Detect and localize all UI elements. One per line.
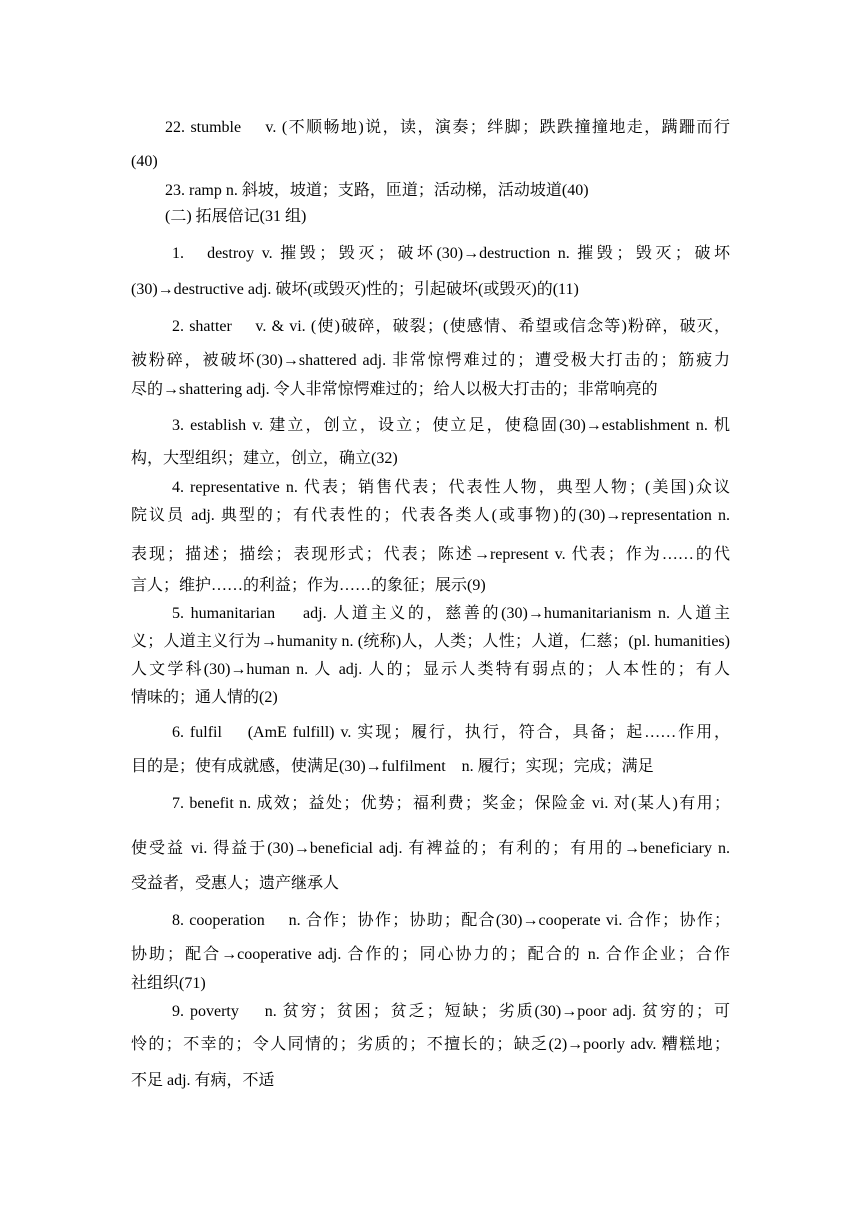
entry-9-line-2: 怜的；不幸的；令人同情的；劣质的；不擅长的；缺乏(2)→poorly adv. 糟糕地； <box>131 1036 730 1053</box>
entry-5-line-2: 义；人道主义行为→humanity n. (统称)人，人类；人性；人道，仁慈；(pl. humanities) <box>131 633 730 650</box>
entry-9-line-1: 9. poverty n. 贫穷；贫困；贫乏；短缺；劣质(30)→poor adj. 贫穷的；可 <box>172 1003 730 1020</box>
entry-7-line-2: 使受益 vi. 得益于(30)→beneficial adj. 有裨益的；有利的；有用的→beneficiary n. <box>131 840 730 857</box>
entry-6-line-1: 6. fulfil (AmE fulfill) v. 实现；履行，执行，符合，具备；起……作用， <box>172 724 730 741</box>
entry-22-line-2: (40) <box>131 153 158 170</box>
entry-4-line-4: 言人；维护……的利益；作为……的象征；展示(9) <box>131 577 486 594</box>
entry-2-line-3: 尽的→shattering adj. 令人非常惊愕难过的；给人以极大打击的；非常响亮的 <box>131 381 658 398</box>
entry-9-line-3: 不足 adj. 有病，不适 <box>131 1072 275 1089</box>
entry-5-line-1: 5. humanitarian adj. 人道主义的，慈善的(30)→humanitarianism n. 人道主 <box>172 605 730 622</box>
entry-2-line-2: 被粉碎，被破坏(30)→shattered adj. 非常惊愕难过的；遭受极大打击的；筋疲力 <box>131 352 730 369</box>
entry-8-line-1: 8. cooperation n. 合作；协作；协助；配合(30)→cooperate vi. 合作；协作； <box>172 912 730 929</box>
entry-1-line-1: 1. destroy v. 摧毁；毁灭；破坏(30)→destruction n. 摧毁；毁灭；破坏 <box>172 245 730 262</box>
entry-23-line-1: 23. ramp n. 斜坡，坡道；支路，匝道；活动梯，活动坡道(40) <box>165 182 589 199</box>
entry-2-line-1: 2. shatter v. & vi. (使)破碎，破裂；(使感情、希望或信念等)粉碎，破灭， <box>172 318 730 335</box>
entry-8-line-2: 协助；配合→cooperative adj. 合作的；同心协力的；配合的 n. 合作企业；合作 <box>131 946 730 963</box>
entry-4-line-3: 表现；描述；描绘；表现形式；代表；陈述→represent v. 代表；作为……的代 <box>131 546 730 563</box>
entry-22-line-1: 22. stumble v. (不顺畅地)说，读，演奏；绊脚；跌跌撞撞地走，蹒跚而行 <box>165 119 730 136</box>
entry-1-line-2: (30)→destructive adj. 破坏(或毁灭)性的；引起破坏(或毁灭)的(11) <box>131 281 579 298</box>
entry-6-line-2: 目的是；使有成就感，使满足(30)→fulfilment n. 履行；实现；完成；满足 <box>131 758 654 775</box>
entry-4-line-1: 4. representative n. 代表；销售代表；代表性人物，典型人物；(美国)众议 <box>172 479 730 496</box>
entry-7-line-1: 7. benefit n. 成效；益处；优势；福利费；奖金；保险金 vi. 对(某人)有用； <box>172 795 730 812</box>
entry-7-line-3: 受益者，受惠人；遗产继承人 <box>131 875 340 892</box>
entry-8-line-3: 社组织(71) <box>131 975 206 992</box>
entry-3-line-1: 3. establish v. 建立，创立，设立；使立足，使稳固(30)→establishment n. 机 <box>172 417 730 434</box>
entry-3-line-2: 构，大型组织；建立，创立，确立(32) <box>131 450 398 467</box>
entry-5-line-4: 情味的；通人情的(2) <box>131 689 278 706</box>
entry-4-line-2: 院议员 adj. 典型的；有代表性的；代表各类人(或事物)的(30)→representation n. <box>131 507 730 524</box>
section-heading: (二) 拓展倍记(31 组) <box>165 208 307 225</box>
entry-5-line-3: 人文学科(30)→human n. 人 adj. 人的；显示人类特有弱点的；人本性的；有人 <box>131 661 730 678</box>
